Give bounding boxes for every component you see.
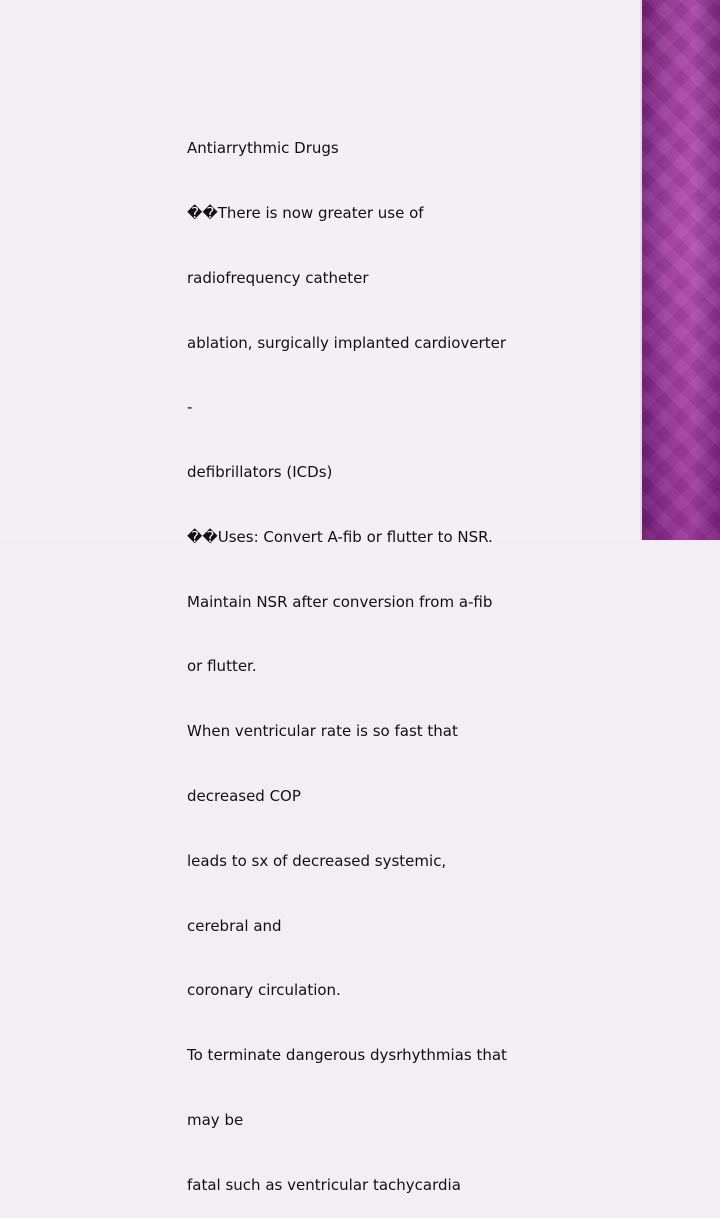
text-line: cerebral and (187, 916, 282, 935)
slide-body-text (187, 95, 557, 1218)
text-line: To terminate dangerous dysrhythmias that (187, 1046, 507, 1065)
text-line: ��Uses: Convert A-fib or flutter to NSR. (187, 527, 493, 546)
text-line: coronary circulation. (187, 981, 341, 1000)
text-line: radiofrequency catheter (187, 268, 369, 287)
text-line: or flutter. (187, 657, 257, 676)
decorative-side-band (642, 0, 720, 540)
text-line: defibrillators (ICDs) (187, 463, 333, 482)
text-line: may be (187, 1110, 244, 1129)
text-line: decreased COP (187, 787, 301, 805)
text-line: ablation, surgically implanted cardioverter (187, 333, 506, 352)
text-line: Antiarrythmic Drugs (187, 139, 339, 158)
text-line: leads to sx of decreased systemic, (187, 851, 447, 870)
text-line: ��There is now greater use of (187, 203, 424, 222)
text-line: When ventricular rate is so fast that (187, 722, 458, 741)
text-line: Maintain NSR after conversion from a-fib (187, 592, 493, 611)
text-line: - (187, 398, 193, 417)
text-line: fatal such as ventricular tachycardia (187, 1175, 461, 1194)
